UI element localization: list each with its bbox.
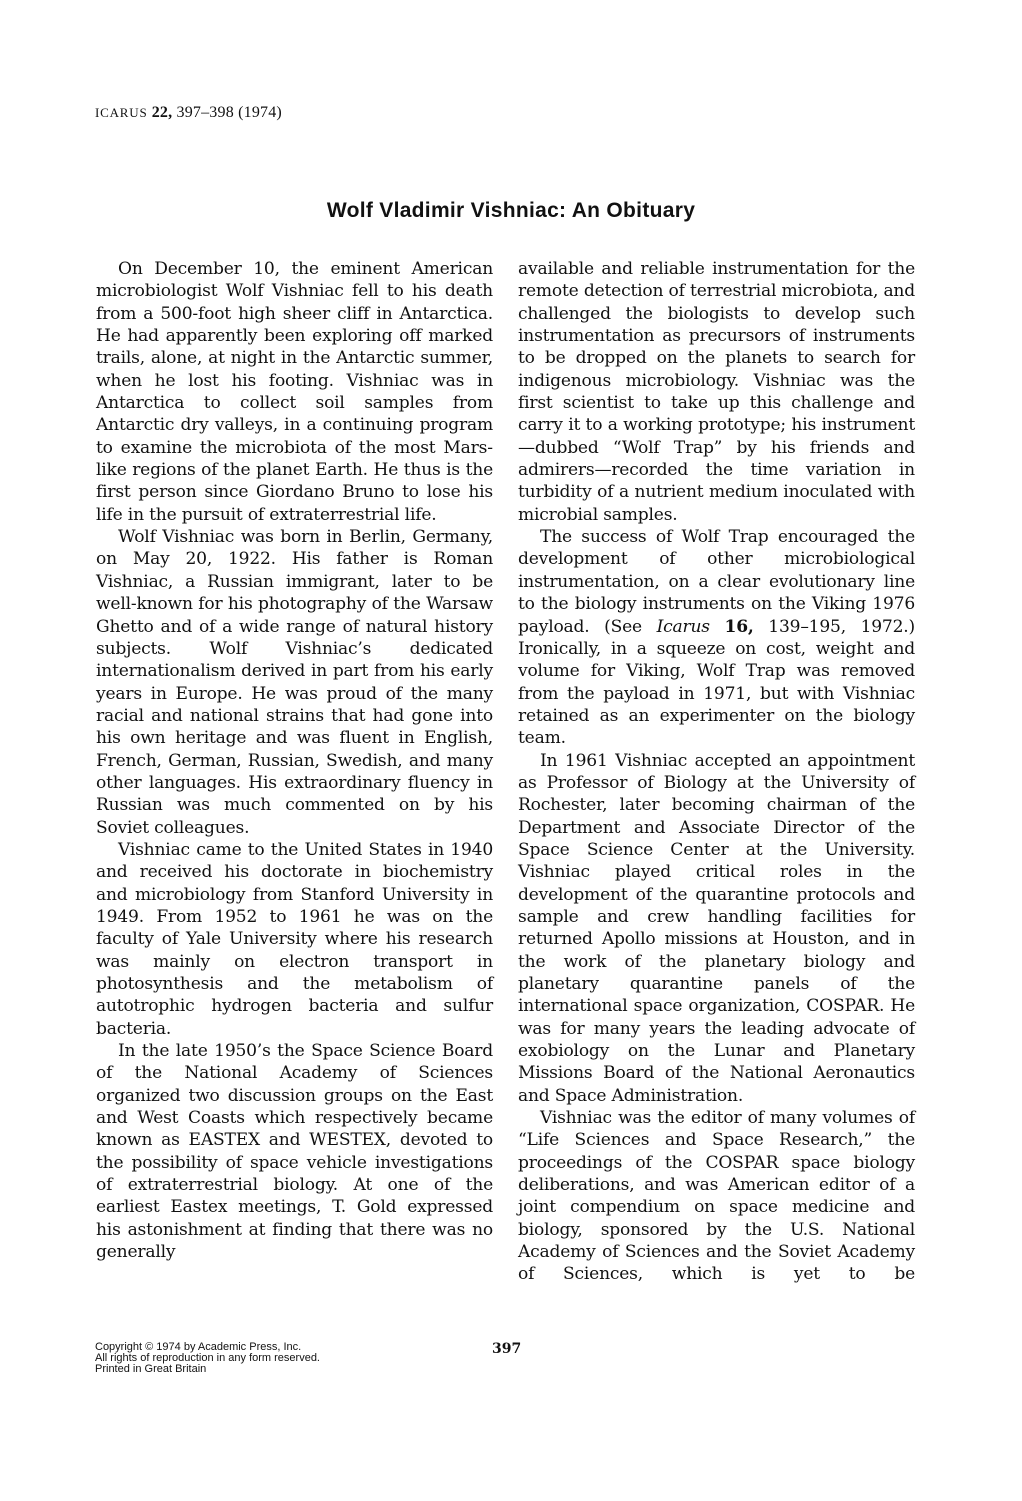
paragraph-editor: Vishniac was the editor of many volumes of “Life Sciences and Space Research,” the proceedings of the COSPAR space biology deliberations, and was American editor of a joint compendium on space medicine and biology, sponsored by the U.S. National Academy of Sciences and the Soviet Academy of Sciences, which is yet to be [518, 1108, 915, 1285]
journal-pages-year: 397–398 (1974) [176, 104, 282, 121]
rights-line: All rights of reproduction in any form reserved. [95, 1352, 320, 1364]
paragraph-wolf-trap [518, 526, 915, 749]
wolf-trap-text-start: The success of Wolf Trap encouraged the development of other microbiological instrumentation, on a clear evolutionary line to the biology instruments on the Viking 1976 payload. (See [518, 527, 915, 637]
copyright-notice [95, 1342, 320, 1375]
citation-volume: 16, [724, 616, 754, 637]
citation-journal: Icarus [656, 616, 710, 637]
paragraph-eastex: In the late 1950’s the Space Science Board of the National Academy of Sciences organized two discussion groups on the East and West Coasts which respectively became known as EASTEX and WESTEX, devoted to the possibility of space vehicle investigations of extraterrestrial biology. At one of the earliest Eastex meetings, T. Gold expressed his astonishment at finding that there was no generally [96, 1041, 493, 1263]
page-number: 397 [492, 1341, 522, 1357]
journal-volume: 22, [151, 104, 173, 121]
paragraph-continuation: available and reliable instrumentation for the remote detection of terrestrial microbiota, and challenged the biologists to develop such instrumentation as precursors of instruments to be dropped on the planets to search for indigenous microbiology. Vishniac was the first scientist to take up this challenge and carry it to a working prototype; his instrument—dubbed “Wolf Trap” by his friends and admirers—recorded the time variation in turbidity of a nutrient medium inoculated with microbial samples. [518, 259, 915, 525]
right-column [518, 258, 915, 1286]
copyright-line: Copyright © 1974 by Academic Press, Inc. [95, 1341, 302, 1353]
article-title: Wolf Vladimir Vishniac: An Obituary [326, 199, 696, 222]
journal-citation [95, 104, 282, 122]
paragraph-death: On December 10, the eminent American microbiologist Wolf Vishniac fell to his death from a 500-foot high sheer cliff in Antarctica. He had apparently been exploring off marked trails, alone, at night in the Antarctic summer, when he lost his footing. Vishniac was in Antarctica to collect soil samples from Antarctic dry valleys, in a continuing program to examine the microbiota of the most Marslike regions of the planet Earth. He thus is the first person since Giordano Bruno to lose his life in the pursuit of extraterrestrial life. [96, 259, 493, 525]
paragraph-rochester: In 1961 Vishniac accepted an appointment as Professor of Biology at the University of Rochester, later becoming chairman of the Department and Associate Director of the Space Science Center at the University. Vishniac played critical roles in the development of the quarantine protocols and sample and crew handling facilities for returned Apollo missions at Houston, and in the work of the planetary biology and planetary quarantine panels of the international space organization, COSPAR. He was for many years the leading advocate of exobiology on the Lunar and Planetary Missions Board of the National Aeronautics and Space Administration. [518, 750, 915, 1106]
wolf-trap-text-end: 139–195, 1972.) Ironically, in a squeeze on cost, weight and volume for Viking, Wolf Trap was removed from the payload in 1971, but with Vishniac retained as an experimenter on the biology team. [518, 616, 915, 749]
left-column [96, 258, 493, 1263]
paragraph-education: Vishniac came to the United States in 1940 and received his doctorate in biochemistry and microbiology from Stanford University in 1949. From 1952 to 1961 he was on the faculty of Yale University where his research was mainly on electron transport in photosynthesis and the metabolism of autotrophic hydrogen bacteria and sulfur bacteria. [96, 839, 493, 1039]
journal-name: ICARUS [95, 105, 148, 120]
printed-line: Printed in Great Britain [95, 1363, 207, 1375]
paragraph-birth: Wolf Vishniac was born in Berlin, Germany, on May 20, 1922. His father is Roman Vishniac, a Russian immigrant, later to be well-known for his photography of the Warsaw Ghetto and of a wide range of natural history subjects. Wolf Vishniac’s dedicated internationalism derived in part from his early years in Europe. He was proud of the many racial and national strains that had gone into his own heritage and was fluent in English, French, German, Russian, Swedish, and many other languages. His extraordinary fluency in Russian was much commented on by his Soviet colleagues. [96, 527, 493, 838]
